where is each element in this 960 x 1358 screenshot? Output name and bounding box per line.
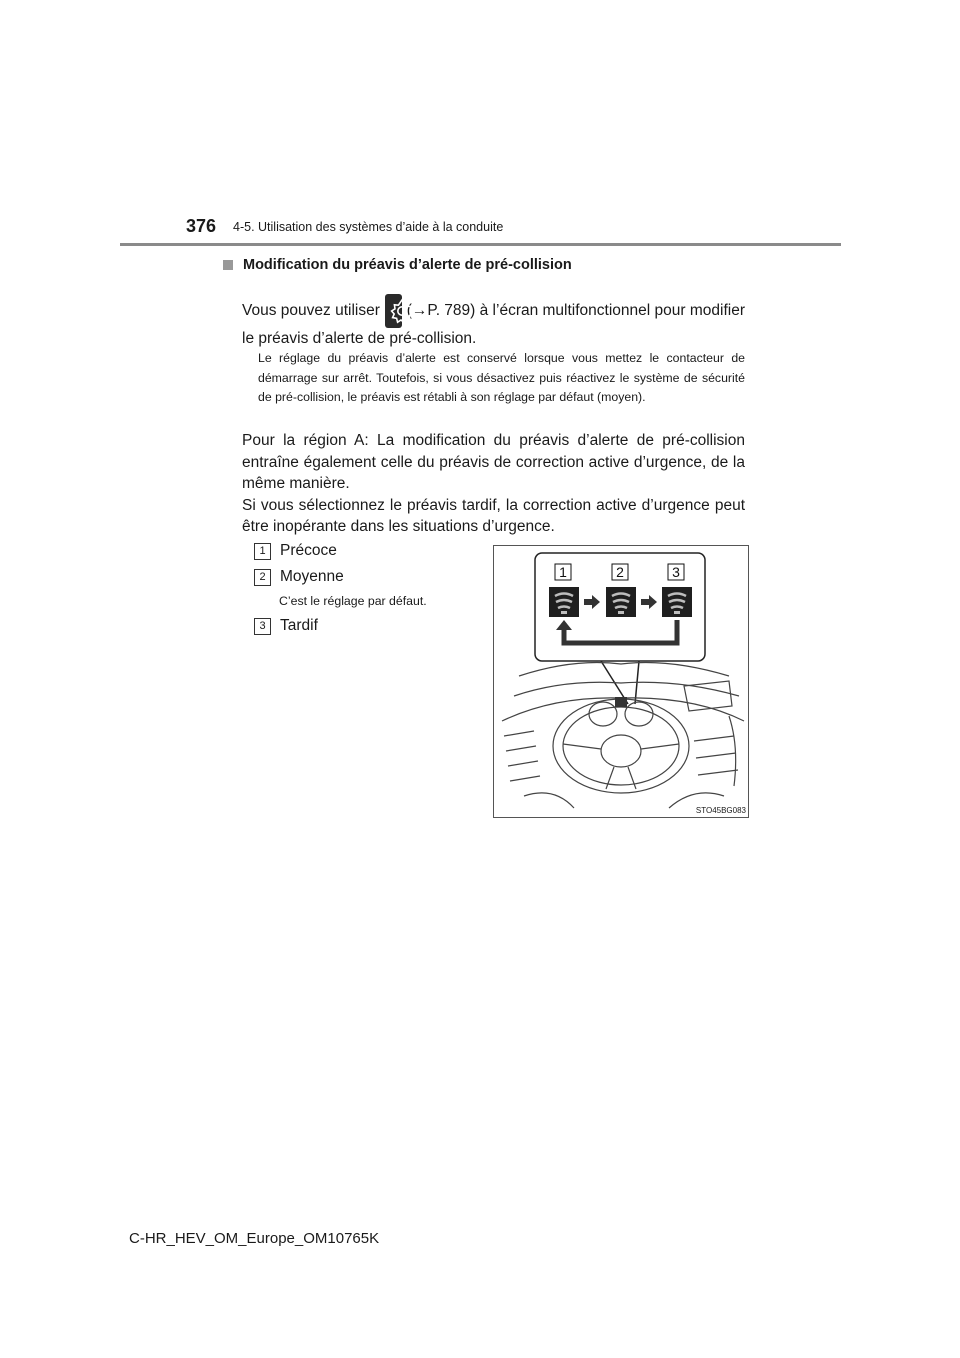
intro-text-1: Vous pouvez utiliser (242, 302, 380, 320)
bullet-square-icon (223, 260, 233, 270)
option-label: Moyenne (280, 568, 344, 585)
intro-paragraph (242, 294, 745, 350)
option-item-tardif (254, 617, 318, 635)
region-text-2: Si vous sélectionnez le préavis tardif, la correction active d’urgence peut être inopérante dans les situations d’urgence. (242, 496, 745, 535)
header-divider (120, 243, 841, 246)
region-text-1: Pour la région A: La modification du préavis d’alerte de pré-collision entraîne également celle du préavis de correction active d’urgence, de la même manière. (242, 432, 745, 492)
option-item-precoce (254, 542, 337, 560)
option-label: Précoce (280, 542, 337, 559)
header-section-title: 4-5. Utilisation des systèmes d’aide à la conduite (233, 220, 504, 234)
warning-display-icons (549, 587, 692, 617)
dashboard-illustration (493, 545, 749, 818)
page-number: 376 (186, 216, 217, 236)
section-heading-text: Modification du préavis d’alerte de pré-collision (243, 257, 572, 273)
region-paragraph (242, 430, 745, 538)
option-default-note: C’est le réglage par défaut. (279, 594, 427, 608)
number-badge: 1 (254, 543, 271, 560)
option-item-moyenne (254, 568, 344, 586)
fig-label-3: 3 (672, 564, 680, 580)
intro-text-3: le préavis d’alerte de pré-collision. (242, 330, 477, 347)
intro-text-2: (→P. 789) à l’écran multifonctionnel pour modifier (406, 302, 745, 320)
figure-code: STO45BG083 (695, 806, 746, 815)
section-heading (223, 257, 572, 273)
note-paragraph: Le réglage du préavis d’alerte est conservé lorsque vous mettez le contacteur de démarrage sur arrêt. Toutefois, si vous désactivez puis réactivez le système de sécurité de pré-collision, le préavis est rétabli à son réglage par défaut (moyen). (258, 351, 745, 404)
option-label: Tardif (280, 617, 318, 634)
illustration-drawing (494, 546, 748, 817)
number-badge: 2 (254, 569, 271, 586)
fig-label-1: 1 (559, 564, 567, 580)
settings-gear-icon (385, 294, 402, 328)
fig-label-2: 2 (616, 564, 624, 580)
number-badge: 3 (254, 618, 271, 635)
footer-doc-id: C-HR_HEV_OM_Europe_OM10765K (129, 1230, 380, 1247)
